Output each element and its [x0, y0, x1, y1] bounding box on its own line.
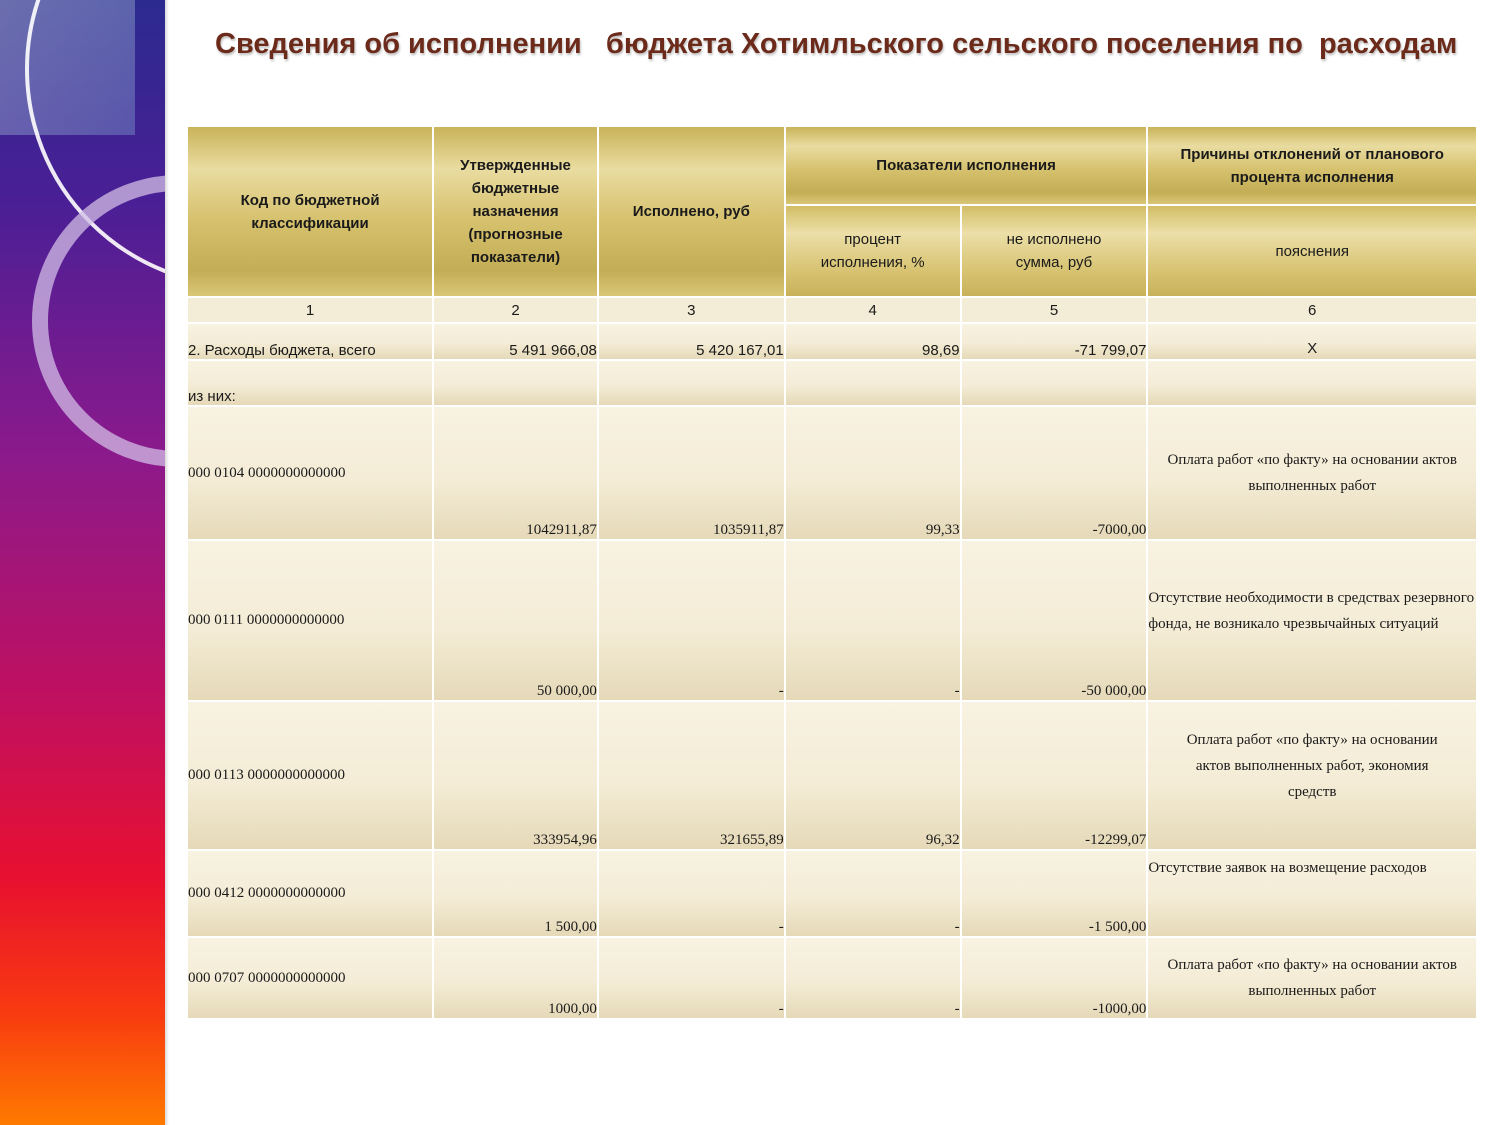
- table-row: [188, 407, 1476, 539]
- header-percent: процент исполнения, %: [786, 206, 960, 296]
- page-title: Сведения об исполнении бюджета Хотимльского сельского поселения по расходам: [215, 28, 1458, 60]
- row-not-executed: -1 500,00: [962, 851, 1147, 936]
- column-number: 4: [786, 298, 960, 322]
- empty-cell: [786, 361, 960, 405]
- of-which-row: [188, 361, 1476, 405]
- total-executed: 5 420 167,01: [599, 324, 784, 359]
- row-executed: -: [599, 851, 784, 936]
- row-code: 000 0412 0000000000000: [188, 851, 432, 936]
- column-number: 6: [1148, 298, 1476, 322]
- total-label: 2. Расходы бюджета, всего: [188, 324, 432, 359]
- total-note: Х: [1148, 324, 1476, 359]
- row-note: Отсутствие необходимости в средствах резервного фонда, не возникало чрезвычайных ситуаций: [1148, 541, 1476, 700]
- row-not-executed: -7000,00: [962, 407, 1147, 539]
- header-approved: Утвержденные бюджетные назначения (прогнозные показатели): [434, 127, 597, 296]
- row-percent: 99,33: [786, 407, 960, 539]
- row-executed: -: [599, 938, 784, 1018]
- table-row: [188, 851, 1476, 936]
- total-approved: 5 491 966,08: [434, 324, 597, 359]
- empty-cell: [434, 361, 597, 405]
- table-row: [188, 541, 1476, 700]
- row-code: 000 0707 0000000000000: [188, 938, 432, 1018]
- row-executed: 1035911,87: [599, 407, 784, 539]
- total-row: [188, 324, 1476, 359]
- row-not-executed: -50 000,00: [962, 541, 1147, 700]
- row-executed: 321655,89: [599, 702, 784, 849]
- row-approved: 50 000,00: [434, 541, 597, 700]
- row-percent: -: [786, 541, 960, 700]
- decorative-side-band: [0, 0, 165, 1125]
- empty-cell: [599, 361, 784, 405]
- row-percent: -: [786, 938, 960, 1018]
- total-percent: 98,69: [786, 324, 960, 359]
- row-approved: 1042911,87: [434, 407, 597, 539]
- decorative-ring-small: [32, 175, 165, 467]
- header-reasons: Причины отклонений от планового процента исполнения: [1148, 127, 1476, 204]
- row-not-executed: -1000,00: [962, 938, 1147, 1018]
- row-note: Отсутствие заявок на возмещение расходов: [1148, 851, 1476, 936]
- total-not-executed: -71 799,07: [962, 324, 1147, 359]
- row-code: 000 0113 0000000000000: [188, 702, 432, 849]
- column-number: 1: [188, 298, 432, 322]
- table-row: [188, 702, 1476, 849]
- header-code: Код по бюджетной классификации: [188, 127, 432, 296]
- row-executed: -: [599, 541, 784, 700]
- of-which-label: из них:: [188, 361, 432, 405]
- row-note: Оплата работ «по факту» на основании актов выполненных работ: [1148, 938, 1476, 1018]
- empty-cell: [1148, 361, 1476, 405]
- row-percent: 96,32: [786, 702, 960, 849]
- row-approved: 1 500,00: [434, 851, 597, 936]
- budget-table: [186, 125, 1478, 1020]
- header-executed: Исполнено, руб: [599, 127, 784, 296]
- row-approved: 333954,96: [434, 702, 597, 849]
- header-indicators: Показатели исполнения: [786, 127, 1147, 204]
- column-number-row: [188, 298, 1476, 322]
- side-band-edge: [165, 0, 169, 1125]
- row-code: 000 0104 0000000000000: [188, 407, 432, 539]
- row-not-executed: -12299,07: [962, 702, 1147, 849]
- table-row: [188, 938, 1476, 1018]
- row-percent: -: [786, 851, 960, 936]
- row-approved: 1000,00: [434, 938, 597, 1018]
- column-number: 5: [962, 298, 1147, 322]
- header-not-executed: не исполнено сумма, руб: [962, 206, 1147, 296]
- empty-cell: [962, 361, 1147, 405]
- header-explanations: пояснения: [1148, 206, 1476, 296]
- column-number: 3: [599, 298, 784, 322]
- row-note: Оплата работ «по факту» на основании актов выполненных работ, экономия средств: [1148, 702, 1476, 849]
- row-code: 000 0111 0000000000000: [188, 541, 432, 700]
- column-number: 2: [434, 298, 597, 322]
- row-note: Оплата работ «по факту» на основании актов выполненных работ: [1148, 407, 1476, 539]
